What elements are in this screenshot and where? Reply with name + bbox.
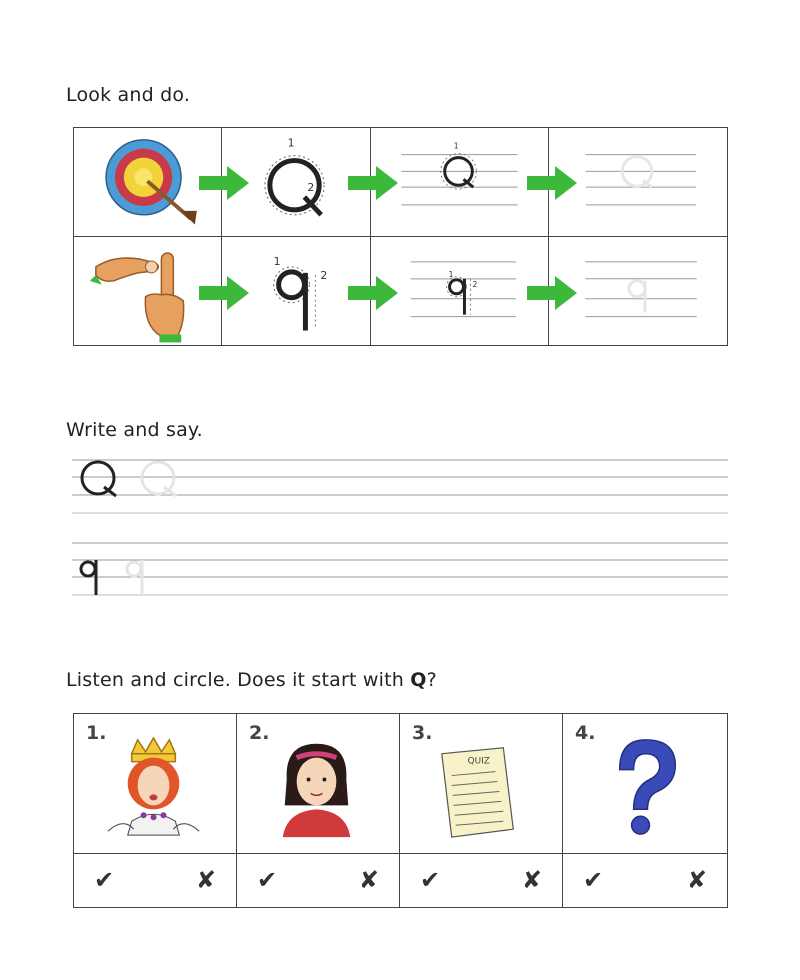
item-1-answer-cell (74, 854, 237, 907)
heading-suffix: ? (426, 669, 437, 691)
quiz-paper-picture (400, 714, 562, 853)
stroke-number: 1 (453, 141, 459, 151)
stroke-number: 1 (448, 269, 454, 279)
stroke-number: 2 (472, 279, 478, 289)
cross-mark-icon[interactable]: ✘ (195, 866, 216, 894)
arrow-right-icon (199, 276, 249, 310)
item-number: 1. (86, 722, 107, 744)
heading-text: Listen and circle. Does it start with (66, 669, 411, 691)
girl-picture (237, 714, 399, 853)
question-mark-picture (563, 714, 727, 853)
arrow-right-icon (348, 276, 398, 310)
item-3-answer-cell (400, 854, 563, 907)
model-uppercase-q (82, 462, 116, 496)
look-and-do-grid (73, 127, 728, 346)
arrow-right-icon (527, 166, 577, 200)
cross-mark-icon[interactable]: ✘ (521, 866, 542, 894)
check-mark-icon[interactable]: ✔ (420, 866, 441, 894)
check-mark-icon[interactable]: ✔ (94, 866, 115, 894)
stroke-number: 1 (273, 254, 281, 268)
stroke-number: 1 (287, 136, 295, 150)
stroke-number: 2 (320, 268, 328, 282)
trace-uppercase-q (142, 462, 176, 496)
item-4-answer-cell (563, 854, 727, 907)
check-mark-icon[interactable]: ✔ (257, 866, 278, 894)
heading-letter: Q (410, 669, 427, 691)
item-1-picture-cell (74, 714, 237, 854)
item-3-picture-cell (400, 714, 563, 854)
heading-listen-and-circle (66, 669, 437, 691)
arrow-right-icon (527, 276, 577, 310)
heading-look-and-do: Look and do. (66, 84, 191, 106)
arrow-right-icon (348, 166, 398, 200)
writing-practice-lines[interactable] (72, 455, 728, 605)
heading-write-and-say: Write and say. (66, 419, 203, 441)
cross-mark-icon[interactable]: ✘ (686, 866, 707, 894)
item-4-picture-cell (563, 714, 727, 854)
item-2-answer-cell (237, 854, 400, 907)
item-number: 4. (575, 722, 596, 744)
quiz-title: QUIZ (467, 756, 490, 767)
check-mark-icon[interactable]: ✔ (583, 866, 604, 894)
queen-picture (74, 714, 236, 853)
cross-mark-icon[interactable]: ✘ (358, 866, 379, 894)
item-2-picture-cell (237, 714, 400, 854)
item-number: 3. (412, 722, 433, 744)
item-number: 2. (249, 722, 270, 744)
listen-and-circle-grid (73, 713, 728, 908)
stroke-number: 2 (307, 181, 315, 195)
arrow-right-icon (199, 166, 249, 200)
